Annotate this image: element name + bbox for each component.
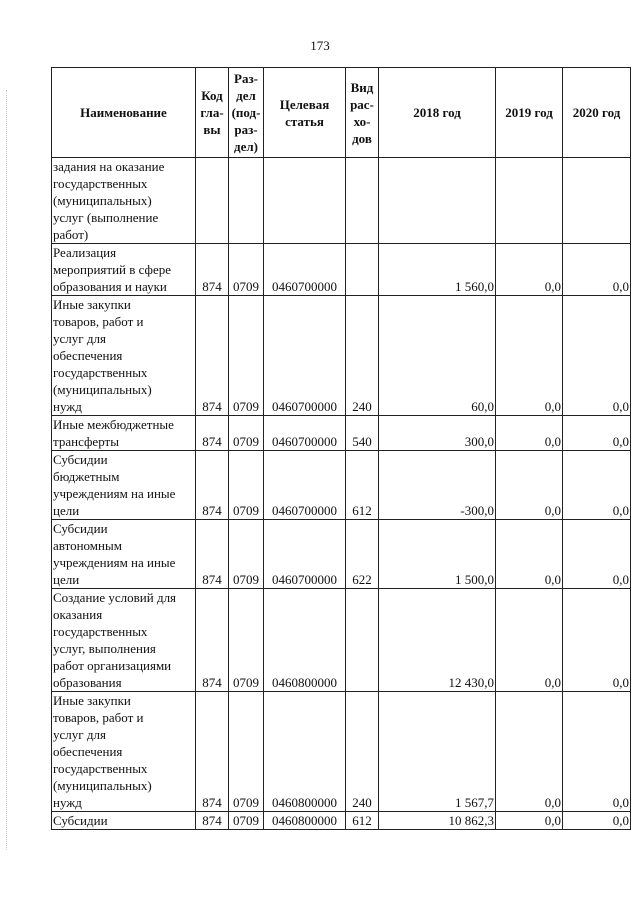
cell-code: 874 [196,520,229,589]
cell-kind [346,589,379,692]
cell-code: 874 [196,244,229,296]
cell-name: Субсидии бюджетным учреждениям на иные цели [52,451,196,520]
cell-name: Иные межбюджетные трансферты [52,416,196,451]
cell-kind: 612 [346,451,379,520]
cell-section [229,158,264,244]
cell-2019: 0,0 [496,520,563,589]
cell-2019: 0,0 [496,296,563,416]
scan-edge-marks [6,90,8,850]
cell-code: 874 [196,692,229,812]
cell-2020: 0,0 [563,416,631,451]
cell-2018: 60,0 [379,296,496,416]
cell-name: задания на оказание государственных (муниципальных) услуг (выполнение работ) [52,158,196,244]
cell-2018: -300,0 [379,451,496,520]
cell-2019: 0,0 [496,589,563,692]
table-row [52,244,631,296]
cell-target: 0460800000 [264,589,346,692]
cell-2020: 0,0 [563,520,631,589]
cell-2018: 1 567,7 [379,692,496,812]
header-2019: 2019 год [496,68,563,158]
cell-name: Субсидии [52,812,196,830]
cell-2019 [496,158,563,244]
cell-2019: 0,0 [496,244,563,296]
cell-2020: 0,0 [563,812,631,830]
cell-2019: 0,0 [496,812,563,830]
table-row [52,692,631,812]
cell-code: 874 [196,451,229,520]
cell-name: Создание условий для оказания государственных услуг, выполнения работ организациями образования [52,589,196,692]
cell-2020: 0,0 [563,296,631,416]
table-header-row [52,68,631,158]
cell-target: 0460800000 [264,692,346,812]
cell-section: 0709 [229,692,264,812]
cell-2020: 0,0 [563,589,631,692]
page-number: 173 [310,38,330,53]
cell-2018: 300,0 [379,416,496,451]
cell-code: 874 [196,416,229,451]
header-kind: Вид рас- хо- дов [346,68,379,158]
table-row [52,812,631,830]
cell-section: 0709 [229,416,264,451]
cell-2019: 0,0 [496,416,563,451]
cell-name: Иные закупки товаров, работ и услуг для обеспечения государственных (муниципальных) нужд [52,692,196,812]
header-code: Код гла- вы [196,68,229,158]
cell-name: Субсидии автономным учреждениям на иные цели [52,520,196,589]
cell-target: 0460700000 [264,416,346,451]
cell-section: 0709 [229,296,264,416]
cell-section: 0709 [229,244,264,296]
cell-2019: 0,0 [496,692,563,812]
cell-2018: 10 862,3 [379,812,496,830]
cell-code: 874 [196,296,229,416]
cell-kind: 622 [346,520,379,589]
cell-code: 874 [196,812,229,830]
cell-kind [346,244,379,296]
header-2020: 2020 год [563,68,631,158]
header-name: Наименование [52,68,196,158]
cell-target [264,158,346,244]
table-row [52,296,631,416]
table-row [52,589,631,692]
cell-target: 0460700000 [264,451,346,520]
cell-2018: 1 500,0 [379,520,496,589]
cell-2020: 0,0 [563,451,631,520]
budget-table [51,67,631,830]
table-row [52,158,631,244]
cell-section: 0709 [229,589,264,692]
header-section: Раз- дел (под- раз- дел) [229,68,264,158]
table-row [52,416,631,451]
cell-target: 0460800000 [264,812,346,830]
cell-target: 0460700000 [264,520,346,589]
cell-2018: 1 560,0 [379,244,496,296]
cell-kind: 240 [346,296,379,416]
cell-name: Реализация мероприятий в сфере образования и науки [52,244,196,296]
cell-2018: 12 430,0 [379,589,496,692]
cell-section: 0709 [229,451,264,520]
cell-kind: 240 [346,692,379,812]
cell-code [196,158,229,244]
cell-target: 0460700000 [264,296,346,416]
cell-section: 0709 [229,520,264,589]
cell-target: 0460700000 [264,244,346,296]
cell-2020: 0,0 [563,692,631,812]
cell-kind: 612 [346,812,379,830]
header-2018: 2018 год [379,68,496,158]
cell-kind: 540 [346,416,379,451]
cell-2020 [563,158,631,244]
cell-code: 874 [196,589,229,692]
table-row [52,451,631,520]
cell-name: Иные закупки товаров, работ и услуг для обеспечения государственных (муниципальных) нужд [52,296,196,416]
cell-2018 [379,158,496,244]
header-target: Целевая статья [264,68,346,158]
cell-kind [346,158,379,244]
table-row [52,520,631,589]
cell-2020: 0,0 [563,244,631,296]
table-body [52,158,631,830]
cell-2019: 0,0 [496,451,563,520]
cell-section: 0709 [229,812,264,830]
